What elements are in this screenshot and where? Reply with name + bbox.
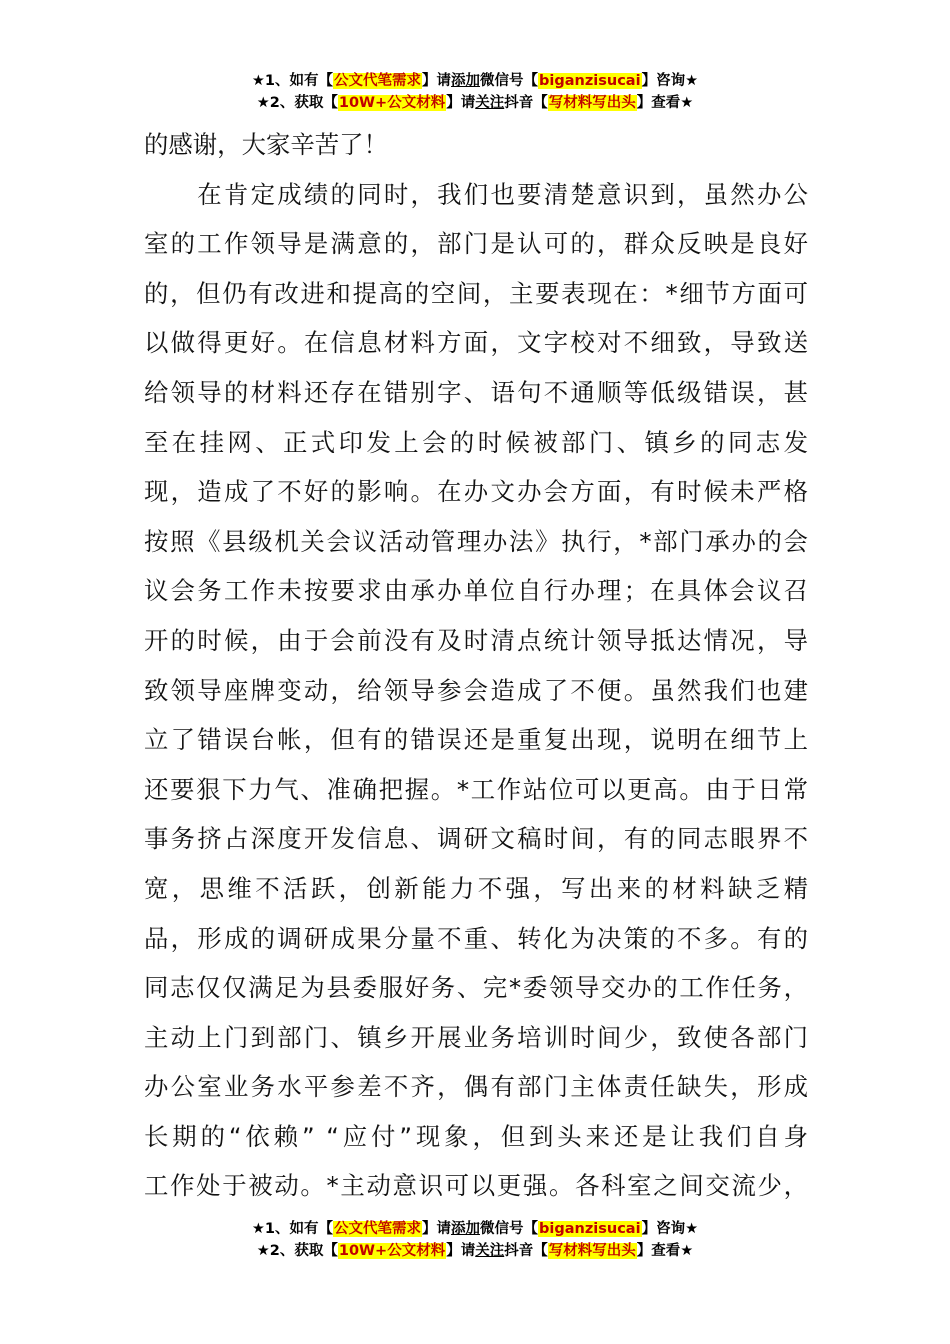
- header-banner: [0, 70, 950, 114]
- footer-banner: [0, 1218, 950, 1262]
- body-line: 品，形成的调研成果分量不重、转化为决策的不多。有的: [144, 923, 808, 953]
- body-line: 以做得更好。在信息材料方面，文字校对不细致，导致送: [144, 328, 808, 358]
- body-line: 立了错误台帐，但有的错误还是重复出现，说明在细节上: [144, 725, 808, 755]
- footer-banner-line-1: ★1、如有【公文代笔需求】请添加微信号【biganzisucai】咨询★: [251, 1221, 699, 1237]
- header-highlight-materials: 10W+公文材料: [338, 95, 446, 111]
- body-line: 的感谢，大家辛苦了！: [144, 130, 388, 159]
- body-line: 工作处于被动。*主动意识可以更强。各科室之间交流少，: [144, 1171, 808, 1201]
- body-line: 议会务工作未按要求由承办单位自行办理；在具体会议召: [144, 576, 808, 606]
- document-body: [144, 120, 808, 1211]
- body-line: 现，造成了不好的影响。在办文办会方面，有时候未严格: [144, 477, 808, 507]
- body-line: 按照《县级机关会议活动管理办法》执行，*部门承办的会: [144, 526, 808, 556]
- footer-highlight-wechat-id: biganzisucai: [539, 1221, 641, 1237]
- header-banner-line-1: ★1、如有【公文代笔需求】请添加微信号【biganzisucai】咨询★: [251, 73, 699, 89]
- body-line: 在肯定成绩的同时，我们也要清楚意识到，虽然办公: [144, 179, 808, 209]
- header-highlight-service: 公文代笔需求: [334, 73, 422, 89]
- footer-banner-line-2: ★2、获取【10W+公文材料】请关注抖音【写材料写出头】查看★: [256, 1243, 694, 1259]
- body-line: 长期的“依赖” “应付”现象，但到头来还是让我们自身: [144, 1121, 808, 1151]
- footer-highlight-materials: 10W+公文材料: [338, 1243, 446, 1259]
- header-highlight-wechat-id: biganzisucai: [539, 73, 641, 89]
- body-line: 开的时候，由于会前没有及时清点统计领导抵达情况，导: [144, 625, 808, 655]
- body-line: 办公室业务水平参差不齐，偶有部门主体责任缺失，形成: [144, 1072, 808, 1102]
- body-line: 事务挤占深度开发信息、调研文稿时间，有的同志眼界不: [144, 824, 808, 854]
- body-line: 主动上门到部门、镇乡开展业务培训时间少，致使各部门: [144, 1022, 808, 1052]
- header-banner-line-2: ★2、获取【10W+公文材料】请关注抖音【写材料写出头】查看★: [256, 95, 694, 111]
- header-highlight-douyin: 写材料写出头: [548, 95, 636, 111]
- body-line: 同志仅仅满足为县委服好务、完*委领导交办的工作任务，: [144, 973, 808, 1003]
- body-line: 还要狠下力气、准确把握。*工作站位可以更高。由于日常: [144, 774, 808, 804]
- body-line: 的，但仍有改进和提高的空间，主要表现在：*细节方面可: [144, 278, 808, 308]
- body-line: 致领导座牌变动，给领导参会造成了不便。虽然我们也建: [144, 675, 808, 705]
- footer-highlight-service: 公文代笔需求: [334, 1221, 422, 1237]
- body-line: 给领导的材料还存在错别字、语句不通顺等低级错误，甚: [144, 377, 808, 407]
- body-line: 宽，思维不活跃，创新能力不强，写出来的材料缺乏精: [144, 873, 808, 903]
- body-line: 至在挂网、正式印发上会的时候被部门、镇乡的同志发: [144, 427, 808, 457]
- footer-highlight-douyin: 写材料写出头: [548, 1243, 636, 1259]
- body-line: 室的工作领导是满意的，部门是认可的，群众反映是良好: [144, 229, 808, 259]
